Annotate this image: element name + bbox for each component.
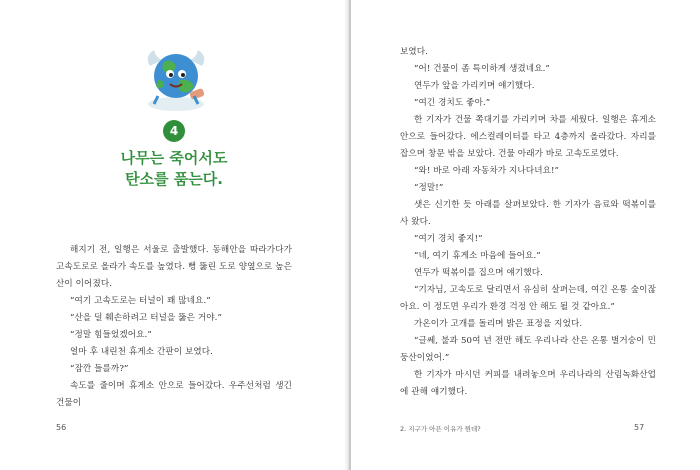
paragraph: “여기 고속도로는 터널이 꽤 많네요.” [70, 296, 211, 306]
paragraph: 연두가 앞을 가리키며 얘기했다. [414, 81, 535, 91]
paragraph: “정말 힘들었겠어요.” [70, 330, 152, 340]
left-body-text [56, 242, 292, 412]
chapter-title-line: 탄소를 품는다. [125, 170, 223, 188]
paragraph: “여긴 경치도 좋아.” [414, 98, 491, 108]
paragraph: “여기 경치 좋지!” [414, 234, 483, 244]
paragraph: “기자님, 고속도로 달리면서 유심히 살펴는데, 여긴 온통 숲이잖아요. 이 정도면 우리가 환경 걱정 안 해도 될 것 같아요.” [400, 285, 656, 312]
right-body-text [400, 44, 656, 401]
paragraph: 가온이가 고개를 돌리며 밝은 표정을 지었다. [414, 319, 583, 329]
paragraph: 얼마 후 내린천 휴게소 간판이 보였다. [70, 347, 214, 357]
running-footer: 2. 지구가 아픈 이유가 뭔데? [400, 425, 481, 433]
paragraph: “글쎄, 불과 50여 년 전만 해도 우리나라 산은 온통 벌거숭이 민둥산이었어.” [400, 336, 656, 363]
chapter-number-badge: 4 [163, 120, 185, 142]
paragraph: 샛은 신기한 듯 아래를 살펴보았다. 한 기자가 음료와 떡볶이를 사 왔다. [400, 200, 656, 227]
left-page [0, 0, 349, 470]
paragraph: “어! 건물이 좀 특이하게 생겼네요.” [414, 64, 550, 74]
paragraph: “정말!” [414, 183, 444, 193]
paragraph: “산을 덜 훼손하려고 터널을 뚫은 거야.” [70, 313, 223, 323]
paragraph: 속도를 줄이며 휴게소 안으로 들어갔다. 우주선처럼 생긴 건물이 [56, 381, 292, 408]
chapter-title-line: 나무는 죽어서도 [120, 149, 228, 167]
paragraph: “와! 바로 아래 자동차가 지나다녀요!” [414, 166, 560, 176]
paragraph: 보였다. [400, 47, 429, 57]
paragraph: 한 기자가 건물 쪽대기를 가리키며 차를 세웠다. 일행은 휴게소 안으로 들어갔다. 에스컬레이터를 타고 4층까지 올라갔다. 자리를 잡으며 창문 밖을 보았다. 건물 아래가 바로 고속도로였다. [400, 115, 656, 159]
paragraph: 해지기 전, 일행은 서울로 출발했다. 동해안을 따라가다가 고속도로로 올라가 속도를 높였다. 뻥 뚫린 도로 양옆으로 높은 산이 이어졌다. [56, 245, 292, 289]
paragraph: “네, 여기 휴게소 마음에 들어요.” [414, 251, 541, 261]
paragraph: “잠깐 들를까?” [70, 364, 129, 374]
paragraph: 연두가 떡볶이를 집으며 얘기했다. [414, 268, 543, 278]
paragraph: 한 기자가 마시던 커피를 내려놓으며 우리나라의 산림녹화산업에 관해 얘기했다. [400, 370, 656, 397]
earth-mascot-icon [136, 36, 216, 116]
page-number-left: 56 [56, 423, 67, 432]
chapter-title [74, 148, 274, 190]
page-number-right: 57 [634, 423, 645, 432]
